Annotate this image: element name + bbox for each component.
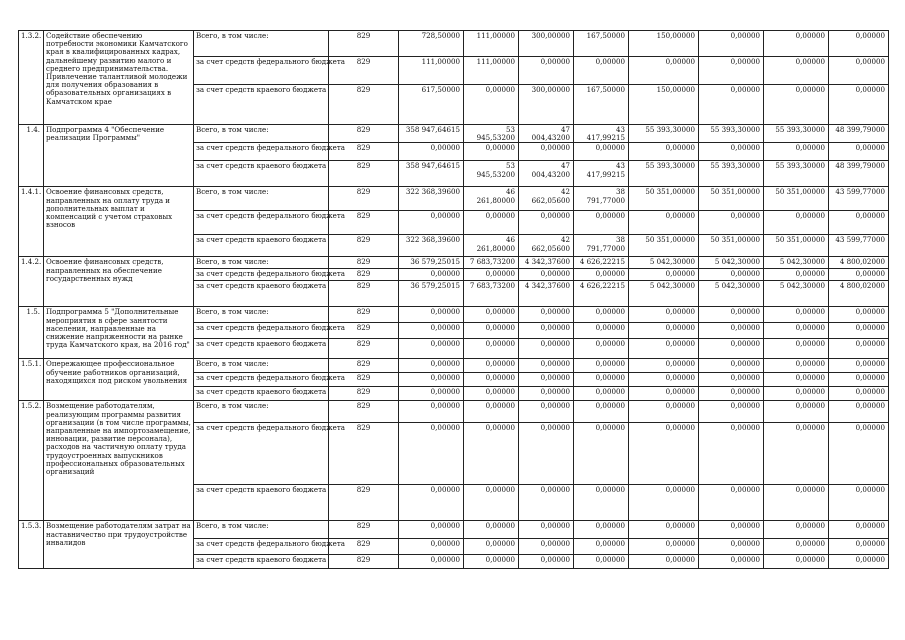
row-name: Возмещение работодателям затрат на наставничество при трудоустройстве инвалидов: [44, 521, 194, 569]
budget-code: 829: [329, 161, 399, 187]
year-amount: 0,00000: [764, 401, 829, 423]
year-amount: 0,00000: [519, 373, 574, 387]
year-amount: 43 599,77000: [829, 235, 889, 257]
year-amount: 4 800,02000: [829, 281, 889, 307]
year-amount: 0,00000: [699, 359, 764, 373]
year-amount: 0,00000: [519, 323, 574, 339]
total-amount: 0,00000: [399, 339, 464, 359]
funding-source: за счет средств краевого бюджета: [194, 85, 329, 125]
budget-code: 829: [329, 257, 399, 269]
year-amount: 0,00000: [574, 211, 629, 235]
year-amount: 0,00000: [519, 423, 574, 485]
year-amount: 38 791,77000: [574, 187, 629, 211]
year-amount: 0,00000: [829, 339, 889, 359]
funding-source: за счет средств краевого бюджета: [194, 339, 329, 359]
year-amount: 0,00000: [699, 373, 764, 387]
funding-source: за счет средств краевого бюджета: [194, 235, 329, 257]
budget-code: 829: [329, 125, 399, 143]
total-amount: 0,00000: [399, 555, 464, 569]
total-amount: 0,00000: [399, 143, 464, 161]
year-amount: 5 042,30000: [699, 257, 764, 269]
table-row: [19, 187, 889, 211]
year-amount: 0,00000: [829, 521, 889, 539]
funding-source: за счет средств федерального бюджета: [194, 373, 329, 387]
year-amount: 0,00000: [464, 555, 519, 569]
funding-source: Всего, в том числе:: [194, 187, 329, 211]
funding-source: за счет средств федерального бюджета: [194, 539, 329, 555]
year-amount: 0,00000: [699, 387, 764, 401]
year-amount: 0,00000: [464, 211, 519, 235]
year-amount: 47 004,43200: [519, 125, 574, 143]
funding-source: за счет средств федерального бюджета: [194, 57, 329, 85]
budget-code: 829: [329, 423, 399, 485]
year-amount: 0,00000: [699, 307, 764, 323]
year-amount: 55 393,30000: [764, 161, 829, 187]
year-amount: 0,00000: [629, 339, 699, 359]
year-amount: 0,00000: [574, 323, 629, 339]
year-amount: 0,00000: [519, 143, 574, 161]
budget-code: 829: [329, 307, 399, 323]
year-amount: 5 042,30000: [629, 281, 699, 307]
row-name: Освоение финансовых средств, направленных на оплату труда и дополнительных выплат и компенсаций с учетом страховых взносов: [44, 187, 194, 257]
year-amount: 0,00000: [629, 401, 699, 423]
year-amount: 0,00000: [764, 373, 829, 387]
budget-code: 829: [329, 539, 399, 555]
funding-source: за счет средств федерального бюджета: [194, 211, 329, 235]
year-amount: 7 683,73200: [464, 257, 519, 269]
total-amount: 358 947,64615: [399, 125, 464, 143]
budget-code: 829: [329, 143, 399, 161]
year-amount: 0,00000: [699, 521, 764, 539]
year-amount: 48 399,79000: [829, 125, 889, 143]
year-amount: 0,00000: [829, 539, 889, 555]
funding-source: за счет средств федерального бюджета: [194, 269, 329, 281]
document-page: [18, 30, 888, 569]
year-amount: 0,00000: [519, 307, 574, 323]
year-amount: 0,00000: [519, 555, 574, 569]
year-amount: 150,00000: [629, 85, 699, 125]
year-amount: 0,00000: [764, 539, 829, 555]
year-amount: 0,00000: [629, 307, 699, 323]
year-amount: 0,00000: [699, 423, 764, 485]
total-amount: 0,00000: [399, 387, 464, 401]
total-amount: 322 368,39600: [399, 187, 464, 211]
budget-code: 829: [329, 57, 399, 85]
budget-table: [18, 30, 889, 569]
year-amount: 50 351,00000: [764, 235, 829, 257]
year-amount: 38 791,77000: [574, 235, 629, 257]
total-amount: 0,00000: [399, 521, 464, 539]
funding-source: за счет средств федерального бюджета: [194, 323, 329, 339]
year-amount: 0,00000: [764, 323, 829, 339]
total-amount: 0,00000: [399, 423, 464, 485]
year-amount: 0,00000: [829, 269, 889, 281]
year-amount: 0,00000: [464, 269, 519, 281]
year-amount: 0,00000: [629, 143, 699, 161]
table-row: [19, 31, 889, 57]
budget-code: 829: [329, 339, 399, 359]
row-name: Подпрограмма 4 "Обеспечение реализации Программы": [44, 125, 194, 187]
year-amount: 0,00000: [764, 31, 829, 57]
year-amount: 50 351,00000: [629, 187, 699, 211]
year-amount: 0,00000: [464, 307, 519, 323]
year-amount: 0,00000: [464, 387, 519, 401]
table-row: [19, 401, 889, 423]
budget-table-body: [19, 31, 889, 569]
year-amount: 0,00000: [629, 387, 699, 401]
year-amount: 55 393,30000: [629, 125, 699, 143]
row-code: 1.4.: [19, 125, 44, 187]
year-amount: 50 351,00000: [629, 235, 699, 257]
year-amount: 0,00000: [699, 555, 764, 569]
funding-source: за счет средств федерального бюджета: [194, 423, 329, 485]
table-row: [19, 125, 889, 143]
year-amount: 5 042,30000: [764, 281, 829, 307]
year-amount: 0,00000: [629, 269, 699, 281]
year-amount: 0,00000: [519, 539, 574, 555]
year-amount: 0,00000: [519, 359, 574, 373]
year-amount: 0,00000: [464, 521, 519, 539]
year-amount: 7 683,73200: [464, 281, 519, 307]
funding-source: за счет средств краевого бюджета: [194, 161, 329, 187]
year-amount: 0,00000: [764, 359, 829, 373]
row-code: 1.5.3.: [19, 521, 44, 569]
year-amount: 0,00000: [574, 387, 629, 401]
year-amount: 0,00000: [764, 211, 829, 235]
budget-code: 829: [329, 359, 399, 373]
year-amount: 0,00000: [699, 485, 764, 521]
year-amount: 0,00000: [699, 31, 764, 57]
year-amount: 48 399,79000: [829, 161, 889, 187]
year-amount: 42 662,05600: [519, 235, 574, 257]
year-amount: 0,00000: [699, 85, 764, 125]
row-name: Подпрограмма 5 "Дополнительные мероприятия в сфере занятости населения, направленные на снижение напряженности на рынке труда Камчатского края, на 2016 год": [44, 307, 194, 359]
year-amount: 0,00000: [629, 539, 699, 555]
year-amount: 0,00000: [699, 269, 764, 281]
budget-code: 829: [329, 269, 399, 281]
year-amount: 0,00000: [574, 373, 629, 387]
year-amount: 0,00000: [464, 143, 519, 161]
year-amount: 0,00000: [699, 143, 764, 161]
row-code: 1.5.1.: [19, 359, 44, 401]
row-name: Содействие обеспечению потребности экономики Камчатского края в квалифицированных кадрах, дальнейшему развитию малого и среднего предпринимательства. Привлечение талантливой молодежи для получения образования в образовательных организациях в Камчатском крае: [44, 31, 194, 125]
year-amount: 0,00000: [829, 57, 889, 85]
year-amount: 0,00000: [829, 85, 889, 125]
budget-code: 829: [329, 485, 399, 521]
year-amount: 0,00000: [629, 555, 699, 569]
year-amount: 43 599,77000: [829, 187, 889, 211]
year-amount: 0,00000: [829, 555, 889, 569]
year-amount: 50 351,00000: [699, 235, 764, 257]
year-amount: 0,00000: [764, 387, 829, 401]
year-amount: 0,00000: [574, 143, 629, 161]
table-row: [19, 307, 889, 323]
year-amount: 0,00000: [829, 387, 889, 401]
year-amount: 0,00000: [829, 31, 889, 57]
funding-source: Всего, в том числе:: [194, 401, 329, 423]
year-amount: 0,00000: [764, 307, 829, 323]
row-code: 1.4.1.: [19, 187, 44, 257]
budget-code: 829: [329, 31, 399, 57]
year-amount: 0,00000: [464, 401, 519, 423]
year-amount: 0,00000: [574, 339, 629, 359]
budget-code: 829: [329, 401, 399, 423]
year-amount: 0,00000: [574, 423, 629, 485]
year-amount: 0,00000: [764, 143, 829, 161]
year-amount: 0,00000: [519, 57, 574, 85]
year-amount: 0,00000: [699, 401, 764, 423]
year-amount: 55 393,30000: [699, 161, 764, 187]
total-amount: 111,00000: [399, 57, 464, 85]
total-amount: 36 579,25015: [399, 257, 464, 269]
year-amount: 167,50000: [574, 85, 629, 125]
year-amount: 0,00000: [519, 269, 574, 281]
funding-source: Всего, в том числе:: [194, 125, 329, 143]
year-amount: 4 800,02000: [829, 257, 889, 269]
year-amount: 0,00000: [829, 323, 889, 339]
budget-code: 829: [329, 211, 399, 235]
funding-source: за счет средств краевого бюджета: [194, 281, 329, 307]
budget-code: 829: [329, 235, 399, 257]
total-amount: 358 947,64615: [399, 161, 464, 187]
year-amount: 53 945,53200: [464, 161, 519, 187]
year-amount: 0,00000: [629, 359, 699, 373]
total-amount: 0,00000: [399, 401, 464, 423]
table-row: [19, 257, 889, 269]
year-amount: 111,00000: [464, 31, 519, 57]
year-amount: 50 351,00000: [764, 187, 829, 211]
year-amount: 43 417,99215: [574, 125, 629, 143]
year-amount: 0,00000: [629, 57, 699, 85]
total-amount: 0,00000: [399, 539, 464, 555]
year-amount: 0,00000: [574, 57, 629, 85]
row-code: 1.4.2.: [19, 257, 44, 307]
total-amount: 0,00000: [399, 269, 464, 281]
year-amount: 4 626,22215: [574, 281, 629, 307]
year-amount: 0,00000: [519, 211, 574, 235]
year-amount: 0,00000: [574, 555, 629, 569]
year-amount: 0,00000: [574, 307, 629, 323]
year-amount: 0,00000: [574, 359, 629, 373]
row-name: Освоение финансовых средств, направленных на обеспечение государственных нужд: [44, 257, 194, 307]
year-amount: 0,00000: [764, 555, 829, 569]
year-amount: 0,00000: [519, 485, 574, 521]
year-amount: 0,00000: [629, 323, 699, 339]
year-amount: 0,00000: [699, 57, 764, 85]
year-amount: 0,00000: [829, 211, 889, 235]
total-amount: 0,00000: [399, 373, 464, 387]
year-amount: 167,50000: [574, 31, 629, 57]
year-amount: 0,00000: [574, 485, 629, 521]
year-amount: 0,00000: [829, 485, 889, 521]
year-amount: 0,00000: [574, 269, 629, 281]
funding-source: Всего, в том числе:: [194, 31, 329, 57]
year-amount: 0,00000: [764, 269, 829, 281]
total-amount: 0,00000: [399, 211, 464, 235]
row-code: 1.3.2.: [19, 31, 44, 125]
year-amount: 0,00000: [464, 359, 519, 373]
budget-code: 829: [329, 521, 399, 539]
total-amount: 0,00000: [399, 323, 464, 339]
year-amount: 4 342,37600: [519, 257, 574, 269]
year-amount: 0,00000: [464, 339, 519, 359]
total-amount: 0,00000: [399, 359, 464, 373]
year-amount: 5 042,30000: [764, 257, 829, 269]
year-amount: 0,00000: [574, 539, 629, 555]
year-amount: 47 004,43200: [519, 161, 574, 187]
budget-code: 829: [329, 555, 399, 569]
funding-source: за счет средств краевого бюджета: [194, 387, 329, 401]
year-amount: 0,00000: [574, 401, 629, 423]
year-amount: 0,00000: [699, 211, 764, 235]
year-amount: 0,00000: [829, 423, 889, 485]
year-amount: 42 662,05600: [519, 187, 574, 211]
year-amount: 4 342,37600: [519, 281, 574, 307]
year-amount: 300,00000: [519, 85, 574, 125]
year-amount: 0,00000: [699, 539, 764, 555]
year-amount: 0,00000: [829, 307, 889, 323]
year-amount: 55 393,30000: [699, 125, 764, 143]
funding-source: Всего, в том числе:: [194, 257, 329, 269]
year-amount: 0,00000: [464, 539, 519, 555]
total-amount: 36 579,25015: [399, 281, 464, 307]
year-amount: 50 351,00000: [699, 187, 764, 211]
year-amount: 111,00000: [464, 57, 519, 85]
total-amount: 728,50000: [399, 31, 464, 57]
year-amount: 4 626,22215: [574, 257, 629, 269]
row-name: Возмещение работодателям, реализующим программы развития организации (в том числе программы, направленные на импортозамещение, инновации, развитие персонала), расходов на частичную оплату труда трудоустроенных выпускников профессиональных образовательных организаций: [44, 401, 194, 521]
year-amount: 0,00000: [574, 521, 629, 539]
year-amount: 0,00000: [519, 387, 574, 401]
total-amount: 0,00000: [399, 307, 464, 323]
budget-code: 829: [329, 187, 399, 211]
budget-code: 829: [329, 323, 399, 339]
year-amount: 0,00000: [829, 373, 889, 387]
year-amount: 0,00000: [699, 323, 764, 339]
year-amount: 0,00000: [464, 485, 519, 521]
funding-source: Всего, в том числе:: [194, 521, 329, 539]
year-amount: 0,00000: [629, 423, 699, 485]
year-amount: 0,00000: [829, 359, 889, 373]
funding-source: за счет средств федерального бюджета: [194, 143, 329, 161]
table-row: [19, 521, 889, 539]
year-amount: 0,00000: [764, 57, 829, 85]
year-amount: 0,00000: [764, 423, 829, 485]
funding-source: за счет средств краевого бюджета: [194, 555, 329, 569]
year-amount: 46 261,80000: [464, 235, 519, 257]
year-amount: 0,00000: [464, 423, 519, 485]
year-amount: 0,00000: [764, 85, 829, 125]
year-amount: 150,00000: [629, 31, 699, 57]
year-amount: 0,00000: [629, 521, 699, 539]
year-amount: 5 042,30000: [629, 257, 699, 269]
year-amount: 0,00000: [699, 339, 764, 359]
funding-source: за счет средств краевого бюджета: [194, 485, 329, 521]
year-amount: 0,00000: [764, 339, 829, 359]
year-amount: 43 417,99215: [574, 161, 629, 187]
year-amount: 0,00000: [464, 85, 519, 125]
year-amount: 55 393,30000: [629, 161, 699, 187]
budget-code: 829: [329, 85, 399, 125]
year-amount: 46 261,80000: [464, 187, 519, 211]
year-amount: 0,00000: [629, 373, 699, 387]
year-amount: 0,00000: [764, 485, 829, 521]
year-amount: 0,00000: [629, 485, 699, 521]
year-amount: 55 393,30000: [764, 125, 829, 143]
year-amount: 0,00000: [829, 143, 889, 161]
total-amount: 0,00000: [399, 485, 464, 521]
year-amount: 0,00000: [519, 401, 574, 423]
budget-code: 829: [329, 281, 399, 307]
funding-source: Всего, в том числе:: [194, 307, 329, 323]
row-code: 1.5.: [19, 307, 44, 359]
year-amount: 53 945,53200: [464, 125, 519, 143]
total-amount: 322 368,39600: [399, 235, 464, 257]
total-amount: 617,50000: [399, 85, 464, 125]
year-amount: 0,00000: [829, 401, 889, 423]
year-amount: 0,00000: [464, 323, 519, 339]
year-amount: 0,00000: [764, 521, 829, 539]
budget-code: 829: [329, 387, 399, 401]
table-row: [19, 359, 889, 373]
budget-code: 829: [329, 373, 399, 387]
row-code: 1.5.2.: [19, 401, 44, 521]
year-amount: 0,00000: [464, 373, 519, 387]
year-amount: 0,00000: [519, 521, 574, 539]
year-amount: 0,00000: [629, 211, 699, 235]
funding-source: Всего, в том числе:: [194, 359, 329, 373]
year-amount: 0,00000: [519, 339, 574, 359]
row-name: Опережающее профессиональное обучение работников организаций, находящихся под риском увольнения: [44, 359, 194, 401]
year-amount: 5 042,30000: [699, 281, 764, 307]
year-amount: 300,00000: [519, 31, 574, 57]
